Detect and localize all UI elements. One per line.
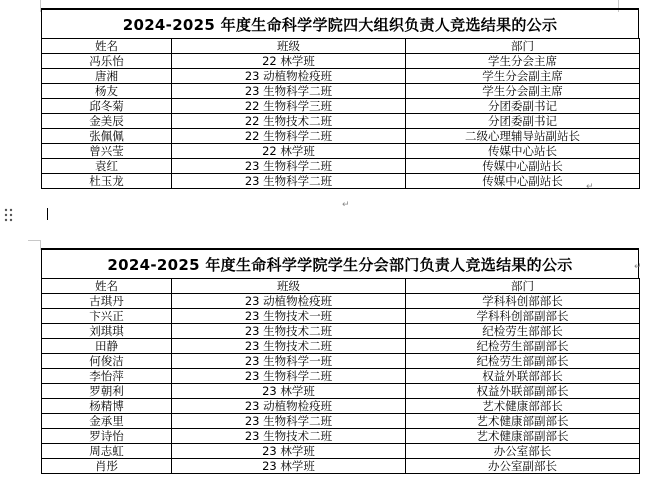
results-table xyxy=(41,278,640,474)
department-cell: 学生分会副主席 xyxy=(406,84,640,99)
class-cell: 23 林学班 xyxy=(172,459,406,474)
paragraph-mark: ↵ xyxy=(342,200,350,210)
table-row xyxy=(42,324,640,339)
department-cell: 纪检劳生部部长 xyxy=(406,324,640,339)
table-row xyxy=(42,414,640,429)
table-row xyxy=(42,354,640,369)
name-cell: 杨友 xyxy=(42,84,172,99)
name-cell: 李怡萍 xyxy=(42,369,172,384)
class-cell: 23 生物科学二班 xyxy=(172,84,406,99)
class-cell: 23 生物科学二班 xyxy=(172,174,406,189)
class-cell: 22 生物技术二班 xyxy=(172,114,406,129)
class-cell: 23 动植物检疫班 xyxy=(172,294,406,309)
class-cell: 23 动植物检疫班 xyxy=(172,399,406,414)
department-cell: 纪检劳生部副部长 xyxy=(406,339,640,354)
table-body xyxy=(42,279,640,474)
table-body xyxy=(42,39,640,189)
name-cell: 冯乐怡 xyxy=(42,54,172,69)
table-row xyxy=(42,444,640,459)
name-cell: 袁红 xyxy=(42,159,172,174)
table-row xyxy=(42,99,640,114)
department-cell: 办公室副部长 xyxy=(406,459,640,474)
class-cell: 23 林学班 xyxy=(172,444,406,459)
class-cell: 22 生物科学三班 xyxy=(172,99,406,114)
table-row xyxy=(42,144,640,159)
class-cell: 23 动植物检疫班 xyxy=(172,69,406,84)
department-cell: 分团委副书记 xyxy=(406,99,640,114)
class-cell: 23 生物科学二班 xyxy=(172,159,406,174)
table-department-heads xyxy=(41,248,639,474)
table-row xyxy=(42,399,640,414)
table-row xyxy=(42,54,640,69)
name-cell: 肖彤 xyxy=(42,459,172,474)
name-cell: 刘琪琪 xyxy=(42,324,172,339)
column-header: 班级 xyxy=(172,279,406,294)
name-cell: 田静 xyxy=(42,339,172,354)
table-title: 2024-2025 年度生命科学学院四大组织负责人竞选结果的公示 xyxy=(41,10,639,38)
class-cell: 23 生物技术二班 xyxy=(172,429,406,444)
table-row xyxy=(42,114,640,129)
department-cell: 学科科创部副部长 xyxy=(406,309,640,324)
table-row xyxy=(42,339,640,354)
text-cursor xyxy=(47,208,48,220)
name-cell: 何俊洁 xyxy=(42,354,172,369)
table-row xyxy=(42,174,640,189)
class-cell: 23 生物技术一班 xyxy=(172,309,406,324)
class-cell: 23 生物科学二班 xyxy=(172,369,406,384)
table-row xyxy=(42,129,640,144)
department-cell: 艺术健康部部长 xyxy=(406,399,640,414)
name-cell: 罗朝利 xyxy=(42,384,172,399)
table-leaders xyxy=(41,8,639,189)
table-title: 2024-2025 年度生命科学学院学生分会部门负责人竞选结果的公示 xyxy=(41,250,639,278)
paragraph-mark: ↵ xyxy=(586,182,594,192)
class-cell: 22 生物科学二班 xyxy=(172,129,406,144)
department-cell: 学科科创部部长 xyxy=(406,294,640,309)
name-cell: 杨精博 xyxy=(42,399,172,414)
table-row xyxy=(42,69,640,84)
name-cell: 罗诗怡 xyxy=(42,429,172,444)
department-cell: 分团委副书记 xyxy=(406,114,640,129)
drag-handle-icon[interactable] xyxy=(4,207,14,221)
table-row xyxy=(42,309,640,324)
name-cell: 卞兴正 xyxy=(42,309,172,324)
department-cell: 艺术健康部副部长 xyxy=(406,414,640,429)
class-cell: 23 生物科学二班 xyxy=(172,414,406,429)
department-cell: 传媒中心副站长 xyxy=(406,174,640,189)
table-row xyxy=(42,459,640,474)
department-cell: 二级心理辅导站副站长 xyxy=(406,129,640,144)
table-row xyxy=(42,84,640,99)
department-cell: 纪检劳生部副部长 xyxy=(406,354,640,369)
department-cell: 权益外联部副部长 xyxy=(406,384,640,399)
department-cell: 学生分会主席 xyxy=(406,54,640,69)
margin-mark xyxy=(28,240,40,241)
name-cell: 古琪丹 xyxy=(42,294,172,309)
department-cell: 传媒中心副站长 xyxy=(406,159,640,174)
name-cell: 邱冬菊 xyxy=(42,99,172,114)
class-cell: 23 林学班 xyxy=(172,384,406,399)
column-header: 姓名 xyxy=(42,279,172,294)
table-row xyxy=(42,159,640,174)
paragraph-mark: ↵ xyxy=(634,262,642,272)
department-cell: 艺术健康部副部长 xyxy=(406,429,640,444)
department-cell: 办公室部长 xyxy=(406,444,640,459)
table-row xyxy=(42,294,640,309)
department-cell: 学生分会副主席 xyxy=(406,69,640,84)
table-row xyxy=(42,429,640,444)
class-cell: 23 生物技术二班 xyxy=(172,324,406,339)
column-header: 部门 xyxy=(406,279,640,294)
class-cell: 22 林学班 xyxy=(172,144,406,159)
name-cell: 唐湘 xyxy=(42,69,172,84)
column-header: 班级 xyxy=(172,39,406,54)
name-cell: 曾兴莹 xyxy=(42,144,172,159)
column-header: 部门 xyxy=(406,39,640,54)
table-row xyxy=(42,384,640,399)
class-cell: 23 生物科学一班 xyxy=(172,354,406,369)
department-cell: 传媒中心站长 xyxy=(406,144,640,159)
results-table xyxy=(41,38,640,189)
header-row xyxy=(42,39,640,54)
column-header: 姓名 xyxy=(42,39,172,54)
header-row xyxy=(42,279,640,294)
name-cell: 张佩佩 xyxy=(42,129,172,144)
class-cell: 23 生物技术二班 xyxy=(172,339,406,354)
name-cell: 金美辰 xyxy=(42,114,172,129)
class-cell: 22 林学班 xyxy=(172,54,406,69)
name-cell: 杜玉龙 xyxy=(42,174,172,189)
table-row xyxy=(42,369,640,384)
name-cell: 周志虹 xyxy=(42,444,172,459)
name-cell: 金承里 xyxy=(42,414,172,429)
department-cell: 权益外联部部长 xyxy=(406,369,640,384)
